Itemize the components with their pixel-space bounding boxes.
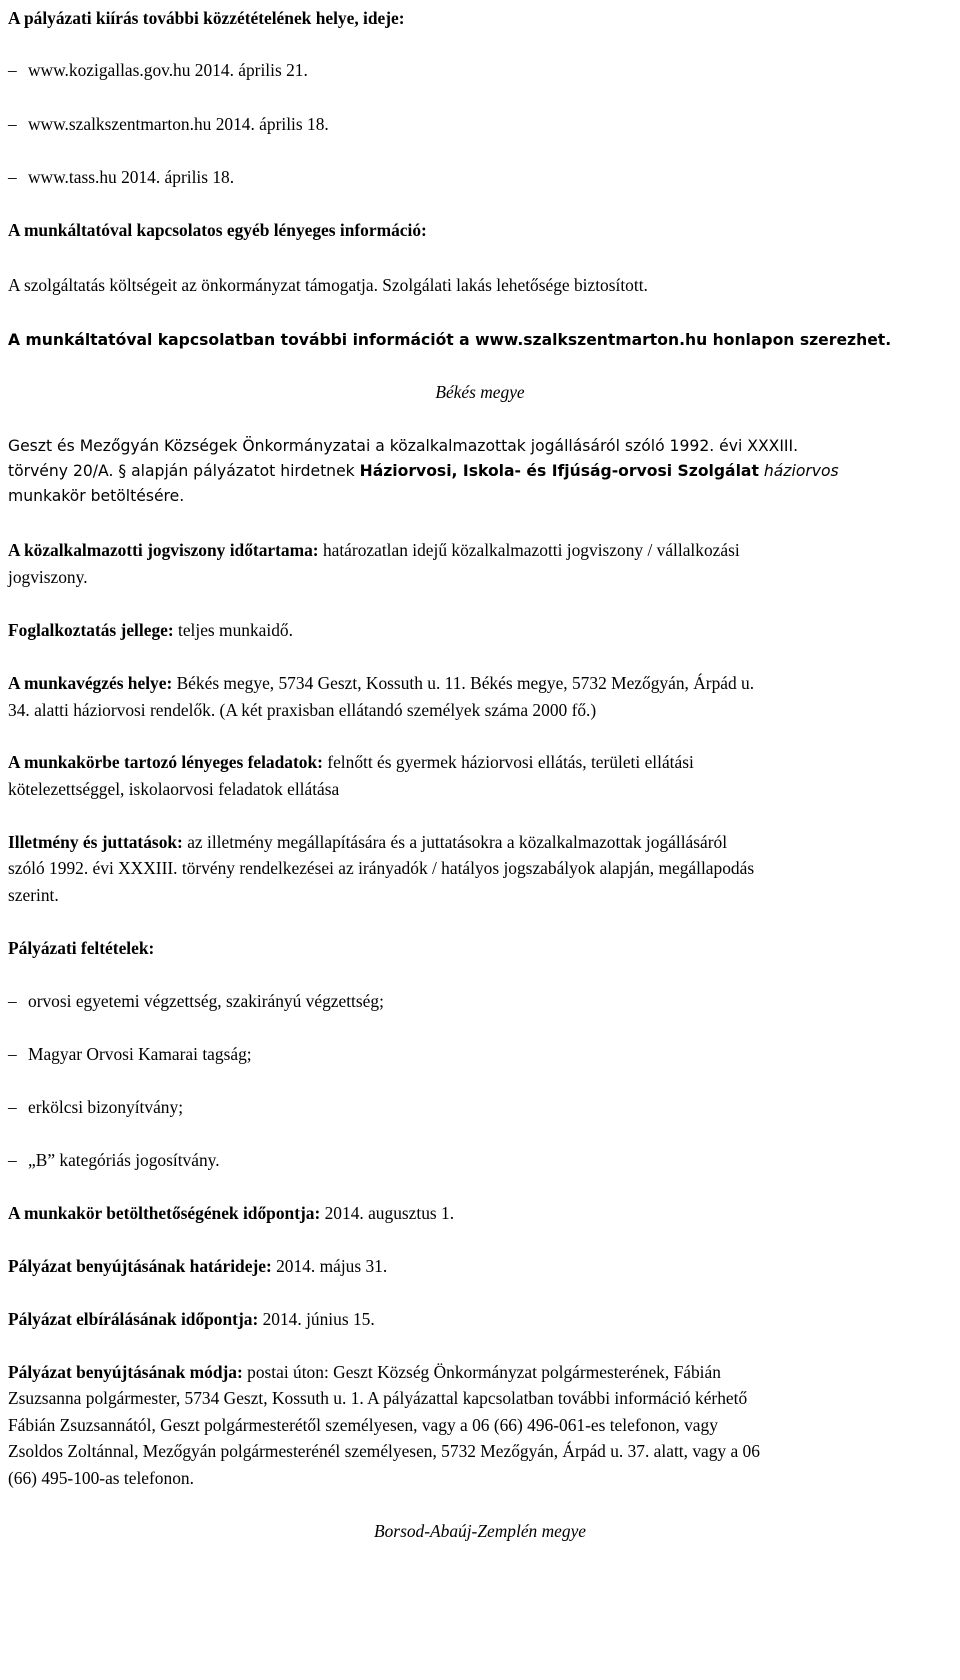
publication-item: – www.tass.hu 2014. április 18. bbox=[8, 167, 235, 187]
duration-line-2: jogviszony. bbox=[8, 567, 88, 587]
employment-value: teljes munkaidő. bbox=[173, 620, 293, 640]
conditions-heading: Pályázati feltételek: bbox=[8, 938, 155, 958]
tasks-value: felnőtt és gyermek háziorvosi ellátás, területi ellátási bbox=[322, 752, 694, 772]
submission-line-3: Fábián Zsuzsannától, Geszt polgármesterétől személyesen, vagy a 06 (66) 496-061-es telefonon, vagy bbox=[8, 1415, 718, 1435]
start-date-value: 2014. augusztus 1. bbox=[320, 1203, 455, 1223]
workplace-line bbox=[8, 673, 754, 693]
submission-line bbox=[8, 1362, 721, 1382]
service-name: Háziorvosi, Iskola- és Ifjúság-orvosi Szolgálat bbox=[359, 462, 759, 480]
decision-value: 2014. június 15. bbox=[258, 1309, 375, 1329]
employer-more-info: A munkáltatóval kapcsolatban további információt a www.szalkszentmarton.hu honlapon szerezhet. bbox=[8, 331, 892, 349]
employment-line bbox=[8, 620, 293, 640]
salary-line bbox=[8, 832, 727, 852]
condition-item: – „B” kategóriás jogosítvány. bbox=[8, 1150, 220, 1170]
start-date-label: A munkakör betölthetőségének időpontja: bbox=[8, 1203, 321, 1223]
submission-line-2: Zsuzsanna polgármester, 5734 Geszt, Kossuth u. 1. A pályázattal kapcsolatban további információ kérhető bbox=[8, 1388, 748, 1408]
employment-label: Foglalkoztatás jellege: bbox=[8, 620, 174, 640]
salary-line-2: szóló 1992. évi XXXIII. törvény rendelkezései az irányadók / hatályos jogszabályok alapján, megállapodás bbox=[8, 858, 755, 878]
start-date-line bbox=[8, 1203, 454, 1223]
tasks-line-2: kötelezettséggel, iskolaorvosi feladatok ellátása bbox=[8, 779, 340, 799]
duration-value: határozatlan idejű közalkalmazotti jogviszony / vállalkozási bbox=[318, 540, 740, 560]
employer-info-text: A szolgáltatás költségeit az önkormányzat támogatja. Szolgálati lakás lehetősége biztosított. bbox=[8, 275, 648, 295]
tasks-label: A munkakörbe tartozó lényeges feladatok: bbox=[8, 752, 323, 772]
condition-item: – orvosi egyetemi végzettség, szakirányú végzettség; bbox=[8, 991, 384, 1011]
intro-line-2: törvény 20/A. § alapján pályázatot hirdetnek Háziorvosi, Iskola- és Ifjúság-orvosi Szolgálat háziorvos bbox=[8, 462, 839, 480]
workplace-line-2: 34. alatti háziorvosi rendelők. (A két praxisban ellátandó személyek száma 2000 fő.) bbox=[8, 700, 597, 720]
decision-line bbox=[8, 1309, 375, 1329]
publication-item: – www.szalkszentmarton.hu 2014. április 18. bbox=[8, 114, 329, 134]
deadline-value: 2014. május 31. bbox=[271, 1256, 388, 1276]
deadline-label: Pályázat benyújtásának határideje: bbox=[8, 1256, 272, 1276]
salary-value: az illetmény megállapítására és a juttatásokra a közalkalmazottak jogállásáról bbox=[182, 832, 728, 852]
condition-item: – Magyar Orvosi Kamarai tagság; bbox=[8, 1044, 252, 1064]
deadline-line bbox=[8, 1256, 387, 1276]
workplace-label: A munkavégzés helye: bbox=[8, 673, 173, 693]
publication-item: – www.kozigallas.gov.hu 2014. április 21. bbox=[8, 60, 308, 80]
duration-line bbox=[8, 540, 740, 560]
submission-line-5: (66) 495-100-as telefonon. bbox=[8, 1468, 194, 1488]
salary-label: Illetmény és juttatások: bbox=[8, 832, 183, 852]
intro-line-1: Geszt és Mezőgyán Községek Önkormányzatai a közalkalmazottak jogállásáról szóló 1992. évi XXXIII. bbox=[8, 437, 799, 455]
salary-line-3: szerint. bbox=[8, 885, 59, 905]
submission-line-4: Zsoldos Zoltánnal, Mezőgyán polgármesterénél személyesen, 5732 Mezőgyán, Árpád u. 37. alatt, vagy a 06 bbox=[8, 1441, 760, 1461]
duration-label: A közalkalmazotti jogviszony időtartama: bbox=[8, 540, 319, 560]
employer-info-heading: A munkáltatóval kapcsolatos egyéb lényeges információ: bbox=[8, 220, 427, 240]
workplace-value: Békés megye, 5734 Geszt, Kossuth u. 11. Békés megye, 5732 Mezőgyán, Árpád u. bbox=[172, 673, 755, 693]
publication-heading: A pályázati kiírás további közzétételének helye, ideje: bbox=[8, 8, 405, 28]
intro-line-3: munkakör betöltésére. bbox=[8, 487, 185, 505]
condition-item: – erkölcsi bizonyítvány; bbox=[8, 1097, 184, 1117]
position-name: háziorvos bbox=[758, 462, 839, 480]
submission-label: Pályázat benyújtásának módja: bbox=[8, 1362, 243, 1382]
county-heading-bekes: Békés megye bbox=[435, 382, 525, 402]
tasks-line bbox=[8, 752, 694, 772]
county-heading-borsod: Borsod-Abaúj-Zemplén megye bbox=[373, 1521, 587, 1541]
submission-value: postai úton: Geszt Község Önkormányzat polgármesterének, Fábián bbox=[242, 1362, 721, 1382]
decision-label: Pályázat elbírálásának időpontja: bbox=[8, 1309, 259, 1329]
section-sign: § bbox=[118, 462, 127, 480]
